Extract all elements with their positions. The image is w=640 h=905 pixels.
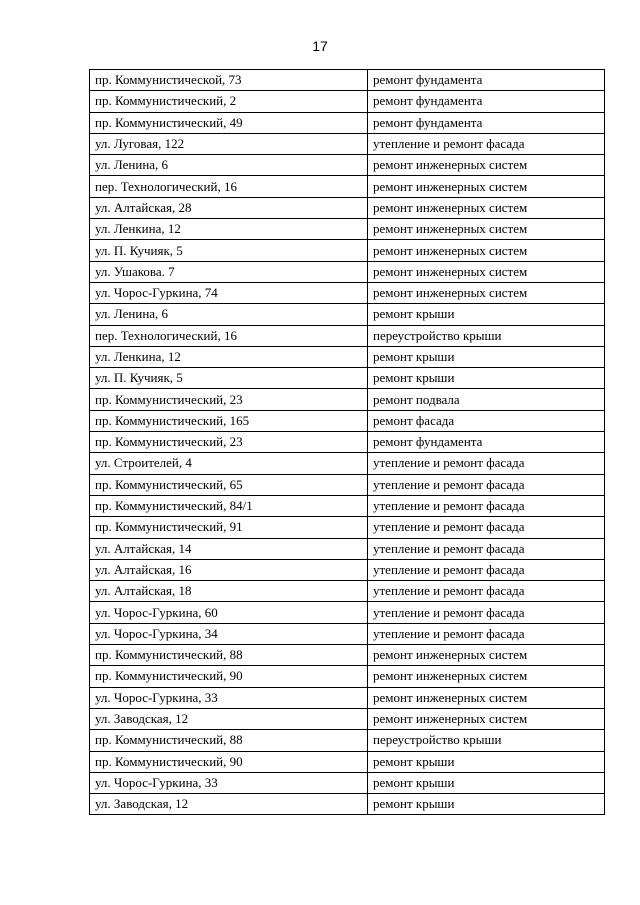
table-row: [90, 304, 605, 325]
work-type-cell: ремонт инженерных систем: [368, 261, 605, 282]
work-type-cell: утепление и ремонт фасада: [368, 133, 605, 154]
address-cell: ул. П. Кучияк, 5: [90, 368, 368, 389]
address-cell: ул. Ленина, 6: [90, 155, 368, 176]
table-row: [90, 133, 605, 154]
address-cell: пер. Технологический, 16: [90, 176, 368, 197]
table-row: [90, 517, 605, 538]
table-body: [90, 70, 605, 815]
work-type-cell: ремонт фундамента: [368, 112, 605, 133]
work-type-cell: ремонт инженерных систем: [368, 155, 605, 176]
work-type-cell: утепление и ремонт фасада: [368, 623, 605, 644]
table-row: [90, 751, 605, 772]
work-type-cell: утепление и ремонт фасада: [368, 495, 605, 516]
work-type-cell: утепление и ремонт фасада: [368, 559, 605, 580]
work-type-cell: ремонт инженерных систем: [368, 708, 605, 729]
table-row: [90, 687, 605, 708]
address-cell: ул. Луговая, 122: [90, 133, 368, 154]
work-type-cell: ремонт крыши: [368, 751, 605, 772]
address-cell: пер. Технологический, 16: [90, 325, 368, 346]
table-row: [90, 261, 605, 282]
work-type-cell: утепление и ремонт фасада: [368, 517, 605, 538]
address-cell: ул. Заводская, 12: [90, 794, 368, 815]
table-row: [90, 730, 605, 751]
table-row: [90, 197, 605, 218]
table-row: [90, 240, 605, 261]
table-row: [90, 623, 605, 644]
work-type-cell: утепление и ремонт фасада: [368, 581, 605, 602]
work-type-cell: утепление и ремонт фасада: [368, 538, 605, 559]
table-row: [90, 474, 605, 495]
address-cell: ул. Ушакова. 7: [90, 261, 368, 282]
address-cell: ул. Ленкина, 12: [90, 346, 368, 367]
work-type-cell: ремонт фундамента: [368, 70, 605, 91]
table-row: [90, 368, 605, 389]
address-cell: ул. Чорос-Гуркина, 33: [90, 687, 368, 708]
work-type-cell: ремонт инженерных систем: [368, 282, 605, 303]
work-type-cell: ремонт крыши: [368, 368, 605, 389]
table-row: [90, 453, 605, 474]
table-row: [90, 794, 605, 815]
work-type-cell: ремонт инженерных систем: [368, 240, 605, 261]
table-row: [90, 538, 605, 559]
work-type-cell: ремонт крыши: [368, 772, 605, 793]
table-row: [90, 155, 605, 176]
work-type-cell: ремонт инженерных систем: [368, 176, 605, 197]
table-row: [90, 772, 605, 793]
address-cell: пр. Коммунистической, 73: [90, 70, 368, 91]
address-cell: пр. Коммунистический, 2: [90, 91, 368, 112]
table-row: [90, 602, 605, 623]
table-row: [90, 282, 605, 303]
address-cell: пр. Коммунистический, 90: [90, 751, 368, 772]
work-type-cell: утепление и ремонт фасада: [368, 602, 605, 623]
work-type-cell: ремонт фундамента: [368, 91, 605, 112]
table-row: [90, 70, 605, 91]
address-cell: пр. Коммунистический, 65: [90, 474, 368, 495]
address-cell: ул. Алтайская, 18: [90, 581, 368, 602]
page-number: 17: [312, 38, 328, 54]
table-row: [90, 346, 605, 367]
address-cell: ул. Алтайская, 28: [90, 197, 368, 218]
table-row: [90, 645, 605, 666]
work-type-cell: ремонт инженерных систем: [368, 687, 605, 708]
address-cell: ул. Чорос-Гуркина, 60: [90, 602, 368, 623]
work-type-cell: переустройство крыши: [368, 325, 605, 346]
address-cell: ул. Заводская, 12: [90, 708, 368, 729]
work-type-cell: утепление и ремонт фасада: [368, 474, 605, 495]
table-row: [90, 708, 605, 729]
address-cell: пр. Коммунистический, 88: [90, 645, 368, 666]
address-cell: пр. Коммунистический, 91: [90, 517, 368, 538]
address-cell: ул. Строителей, 4: [90, 453, 368, 474]
address-cell: ул. Чорос-Гуркина, 33: [90, 772, 368, 793]
address-cell: ул. Ленина, 6: [90, 304, 368, 325]
work-type-cell: ремонт крыши: [368, 794, 605, 815]
work-type-cell: ремонт инженерных систем: [368, 219, 605, 240]
work-type-cell: ремонт инженерных систем: [368, 666, 605, 687]
address-work-table: [89, 69, 605, 815]
work-type-cell: ремонт подвала: [368, 389, 605, 410]
table-row: [90, 495, 605, 516]
work-type-cell: ремонт крыши: [368, 346, 605, 367]
table-row: [90, 666, 605, 687]
address-cell: ул. П. Кучияк, 5: [90, 240, 368, 261]
table-row: [90, 325, 605, 346]
address-cell: пр. Коммунистический, 49: [90, 112, 368, 133]
table-row: [90, 219, 605, 240]
address-cell: пр. Коммунистический, 23: [90, 389, 368, 410]
address-cell: пр. Коммунистический, 84/1: [90, 495, 368, 516]
work-type-cell: ремонт инженерных систем: [368, 645, 605, 666]
table-row: [90, 432, 605, 453]
address-cell: пр. Коммунистический, 165: [90, 410, 368, 431]
address-cell: ул. Алтайская, 16: [90, 559, 368, 580]
work-type-cell: утепление и ремонт фасада: [368, 453, 605, 474]
table-row: [90, 581, 605, 602]
address-cell: ул. Ленкина, 12: [90, 219, 368, 240]
table-row: [90, 91, 605, 112]
table-row: [90, 410, 605, 431]
work-type-cell: ремонт фасада: [368, 410, 605, 431]
address-cell: ул. Чорос-Гуркина, 74: [90, 282, 368, 303]
address-cell: пр. Коммунистический, 90: [90, 666, 368, 687]
address-cell: ул. Алтайская, 14: [90, 538, 368, 559]
table-row: [90, 559, 605, 580]
address-cell: ул. Чорос-Гуркина, 34: [90, 623, 368, 644]
work-type-cell: ремонт крыши: [368, 304, 605, 325]
table-row: [90, 389, 605, 410]
address-cell: пр. Коммунистический, 23: [90, 432, 368, 453]
table-row: [90, 112, 605, 133]
address-cell: пр. Коммунистический, 88: [90, 730, 368, 751]
work-type-cell: ремонт инженерных систем: [368, 197, 605, 218]
table-row: [90, 176, 605, 197]
work-type-cell: ремонт фундамента: [368, 432, 605, 453]
work-type-cell: переустройство крыши: [368, 730, 605, 751]
